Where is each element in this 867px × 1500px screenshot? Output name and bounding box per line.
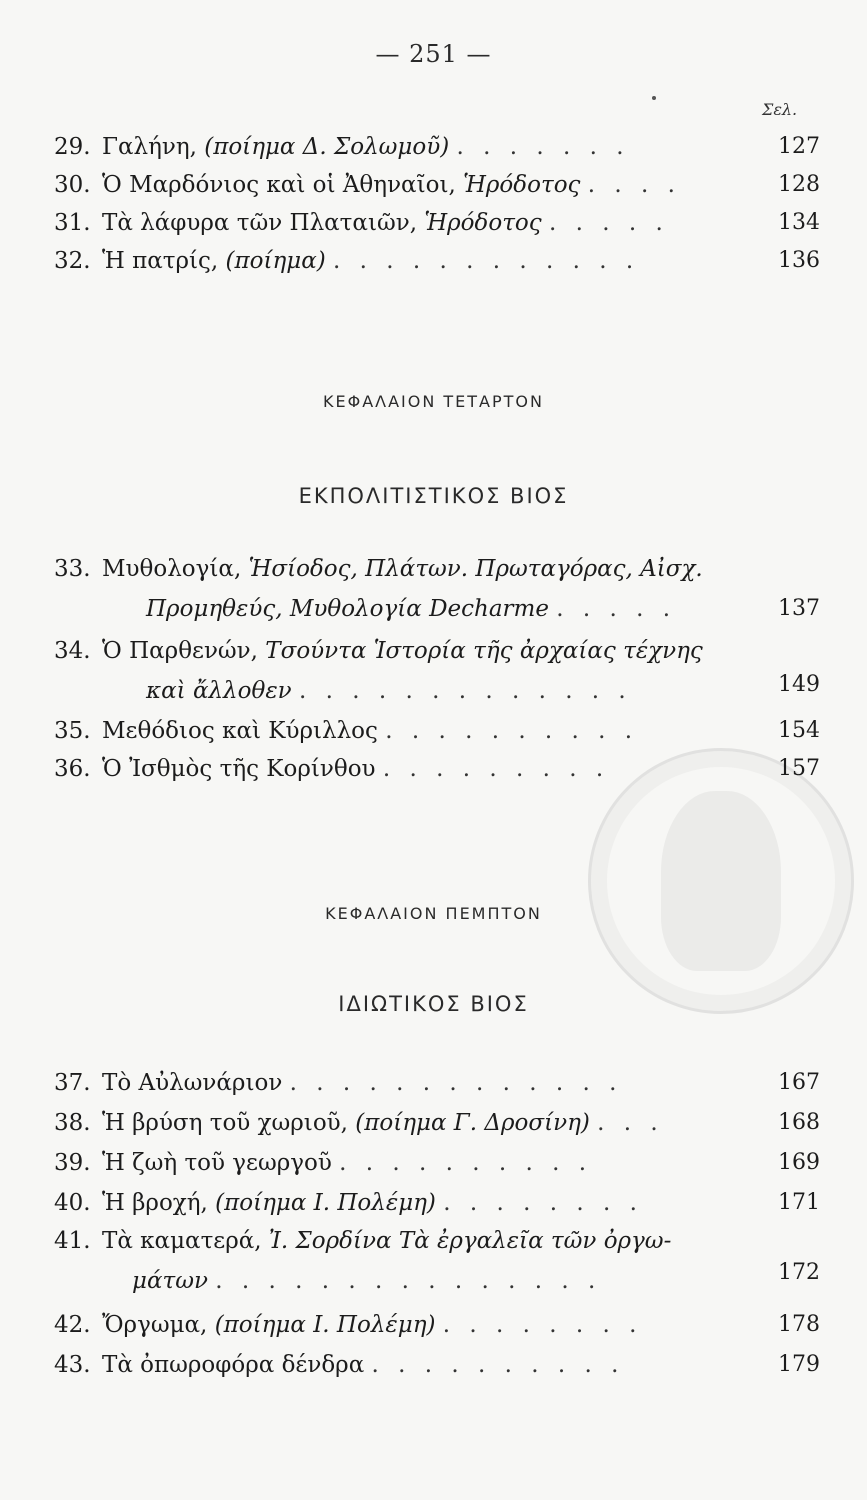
leader-dots: . . . . . . . . . . xyxy=(339,1150,593,1176)
page-reference: 134 xyxy=(778,210,820,235)
entry-number: 42. xyxy=(54,1312,91,1338)
toc-entry-34-continuation xyxy=(146,674,846,708)
entry-number: 32. xyxy=(54,248,91,274)
entry-number: 41. xyxy=(54,1228,91,1254)
leader-dots: . . . xyxy=(597,1110,664,1136)
chapter-5-title: ΙΔΙΩΤΙΚΟΣ ΒΙΟΣ xyxy=(338,992,529,1016)
entry-number: 30. xyxy=(54,172,91,198)
toc-entry-41 xyxy=(54,1224,824,1258)
entry-title-part: Ἡρόδοτος xyxy=(424,210,542,236)
ink-speck xyxy=(652,96,656,100)
toc-entry-41-continuation xyxy=(132,1264,832,1298)
leader-dots: . . . . . . . xyxy=(456,134,630,160)
page-reference: 171 xyxy=(778,1190,820,1215)
entry-title-part: (ποίημα Ι. Πολέμη) xyxy=(215,1190,436,1216)
page-column-header: Σελ. xyxy=(762,100,798,119)
stamp-figure xyxy=(661,791,781,971)
library-stamp xyxy=(588,748,854,1014)
leader-dots: . . . . . . . . . xyxy=(382,756,610,782)
entry-title-part: Τὸ Αὐλωνάριον xyxy=(102,1070,283,1096)
toc-entry xyxy=(54,1348,824,1382)
chapter-4-title: ΕΚΠΟΛΙΤΙΣΤΙΚΟΣ ΒΙΟΣ xyxy=(298,484,569,508)
entry-title-part: (ποίημα) xyxy=(225,248,326,274)
toc-entry xyxy=(54,1146,824,1180)
entry-number: 31. xyxy=(54,210,91,236)
leader-dots: . . . . . . . . . . . . xyxy=(333,248,640,274)
entry-title-part: (ποίημα Δ. Σολωμοῦ) xyxy=(204,134,450,160)
toc-entry xyxy=(54,1308,824,1342)
toc-entry-34 xyxy=(54,634,824,668)
toc-entry xyxy=(54,244,824,278)
entry-title-part: Ἡ βρύση τοῦ χωριοῦ, xyxy=(102,1110,356,1136)
toc-entry-33 xyxy=(54,552,824,586)
page-reference: 179 xyxy=(778,1352,820,1377)
entry-number: 29. xyxy=(54,134,91,160)
leader-dots: . . . . . . . . . . . . . xyxy=(289,1070,623,1096)
leader-dots: . . . . . . . . . . xyxy=(371,1352,625,1378)
toc-entry xyxy=(54,1186,824,1220)
page-number: — 251 — xyxy=(375,40,492,68)
entry-title-part: Μεθόδιος καὶ Κύριλλος xyxy=(102,718,378,744)
page-reference: 128 xyxy=(778,172,820,197)
page-reference: 167 xyxy=(778,1070,820,1095)
entry-title-part: Τὰ λάφυρα τῶν Πλαταιῶν, xyxy=(102,210,425,236)
toc-entry xyxy=(54,1106,824,1140)
entry-title-part: Τσούντα Ἱστορία τῆς ἀρχαίας τέχνης xyxy=(265,638,703,664)
leader-dots: . . . . xyxy=(587,172,681,198)
page-reference: 169 xyxy=(778,1150,820,1175)
entry-title-part: Ἰ. Σορδίνα Τὰ ἐργαλεῖα τῶν ὀργω- xyxy=(268,1228,672,1254)
entry-number: 34. xyxy=(54,638,91,664)
toc-entry xyxy=(54,714,824,748)
leader-dots: . . . . . xyxy=(548,210,669,236)
entry-number: 38. xyxy=(54,1110,91,1136)
entry-title-part: Ἡ βροχή, xyxy=(102,1190,216,1216)
entry-title-part: Τὰ ὀπωροφόρα δένδρα xyxy=(102,1352,365,1378)
leader-dots: . . . . . . . . xyxy=(442,1312,643,1338)
entry-title-part: Ἡσίοδος, Πλάτων. Πρωταγόρας, Αἰσχ. xyxy=(248,556,703,582)
entry-number: 39. xyxy=(54,1150,91,1176)
entry-title-part: (ποίημα Ι. Πολέμη) xyxy=(214,1312,436,1338)
toc-entry xyxy=(54,206,824,240)
entry-number: 43. xyxy=(54,1352,91,1378)
entry-title-part: Ὄργωμα, xyxy=(102,1312,215,1338)
toc-entry xyxy=(54,752,824,786)
entry-number: 37. xyxy=(54,1070,91,1096)
page-reference: 136 xyxy=(778,248,820,273)
entry-title-part: Γαλήνη, xyxy=(102,134,205,160)
entry-title-part: Ἡρόδοτος xyxy=(463,172,581,198)
entry-number: 33. xyxy=(54,556,91,582)
entry-title-part: Προμηθεύς, Μυθολογία Decharme xyxy=(146,596,549,622)
page-reference: 168 xyxy=(778,1110,820,1135)
entry-title-part: Ἡ ζωὴ τοῦ γεωργοῦ xyxy=(102,1150,332,1176)
entry-number: 40. xyxy=(54,1190,91,1216)
entry-title-part: Μυθολογία, xyxy=(102,556,249,582)
leader-dots: . . . . . xyxy=(556,596,677,622)
page-reference: 137 xyxy=(778,596,820,621)
leader-dots: . . . . . . . . . . . . . . . xyxy=(215,1268,602,1294)
toc-entry xyxy=(54,1066,824,1100)
toc-entry-33-continuation xyxy=(146,592,846,626)
toc-entry xyxy=(54,168,824,202)
entry-title-part: καὶ ἄλλοθεν xyxy=(146,678,292,704)
page-reference: 172 xyxy=(778,1260,820,1285)
leader-dots: . . . . . . . . xyxy=(443,1190,643,1216)
entry-title-part: Τὰ καματερά, xyxy=(102,1228,269,1254)
entry-title-part: μάτων xyxy=(132,1268,208,1294)
entry-number: 35. xyxy=(54,718,91,744)
chapter-4-label: ΚΕΦΑΛΑΙΟΝ ΤΕΤΑΡΤΟΝ xyxy=(323,392,544,411)
page-reference: 149 xyxy=(778,672,820,697)
leader-dots: . . . . . . . . . . xyxy=(385,718,639,744)
entry-title-part: Ὁ Μαρδόνιος καὶ οἱ Ἀθηναῖοι, xyxy=(102,172,464,198)
page-reference: 157 xyxy=(778,756,820,781)
entry-title-part: Ὁ Παρθενών, xyxy=(102,638,266,664)
page-reference: 154 xyxy=(778,718,820,743)
entry-title-part: Ἡ πατρίς, xyxy=(102,248,226,274)
entry-title-part: (ποίημα Γ. Δροσίνη) xyxy=(355,1110,590,1136)
toc-entry xyxy=(54,130,824,164)
entry-title-part: Ὁ Ἰσθμὸς τῆς Κορίνθου xyxy=(102,756,376,782)
leader-dots: . . . . . . . . . . . . . xyxy=(298,678,632,704)
page-reference: 178 xyxy=(778,1312,820,1337)
entry-number: 36. xyxy=(54,756,91,782)
page-reference: 127 xyxy=(778,134,820,159)
chapter-5-label: ΚΕΦΑΛΑΙΟΝ ΠΕΜΠΤΟΝ xyxy=(325,904,542,923)
